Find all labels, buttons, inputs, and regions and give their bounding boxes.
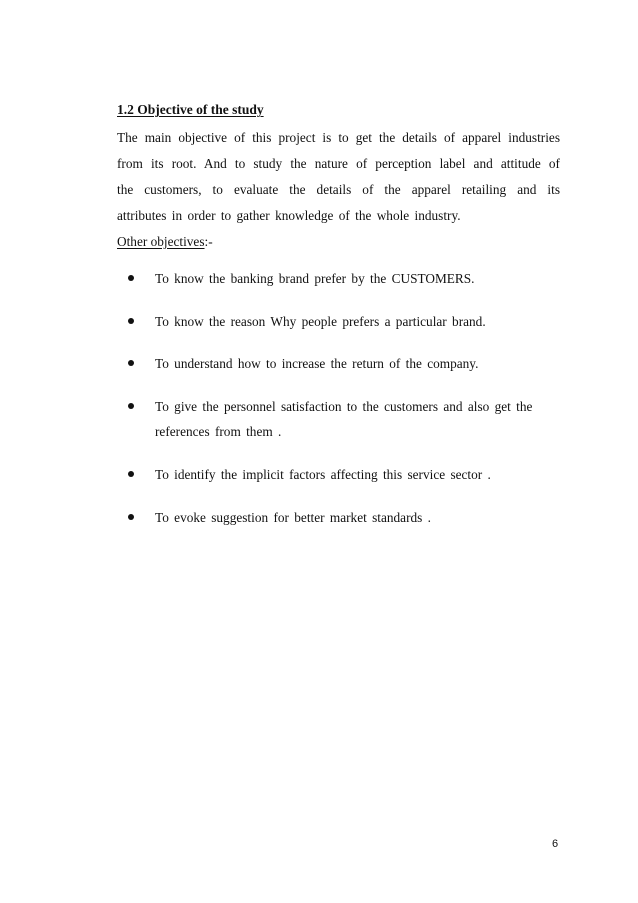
- paragraph-line: the customers, to evaluate the details of the apparel retailing and its: [117, 182, 560, 197]
- bullet-icon: [128, 471, 134, 477]
- list-item-text: To understand how to increase the return of the company.: [155, 356, 479, 372]
- page-number: 6: [552, 838, 559, 850]
- list-item: [117, 266, 560, 292]
- paragraph-line: attributes in order to gather knowledge of the whole industry.: [117, 208, 461, 223]
- bullet-icon: [128, 403, 134, 409]
- bullet-icon: [128, 514, 134, 520]
- objectives-list: [117, 266, 560, 547]
- list-item-text: To identify the implicit factors affecting this service sector .: [155, 466, 491, 482]
- other-objectives-suffix: :-: [204, 234, 213, 249]
- other-objectives-label: Other objectives: [117, 234, 205, 249]
- paragraph-line: The main objective of this project is to get the details of apparel industries: [117, 130, 560, 145]
- list-item-text: To give the personnel satisfaction to the customers and also get the references from them .: [155, 398, 533, 440]
- list-item: [117, 351, 560, 377]
- bullet-icon: [128, 360, 134, 366]
- list-item-text: To know the banking brand prefer by the CUSTOMERS.: [155, 271, 475, 286]
- list-item: [117, 309, 560, 335]
- list-item: [117, 394, 560, 445]
- paragraph-line: from its root. And to study the nature of perception label and attitude of: [117, 156, 560, 171]
- bullet-icon: [128, 275, 134, 281]
- list-item: [117, 505, 560, 531]
- bullet-icon: [128, 318, 134, 324]
- list-item-text: To know the reason Why people prefers a particular brand.: [155, 313, 486, 329]
- list-item: [117, 462, 560, 488]
- section-heading: 1.2 Objective of the study: [117, 102, 264, 117]
- list-item-text: To evoke suggestion for better market standards .: [155, 509, 431, 525]
- other-objectives-heading: [117, 234, 213, 250]
